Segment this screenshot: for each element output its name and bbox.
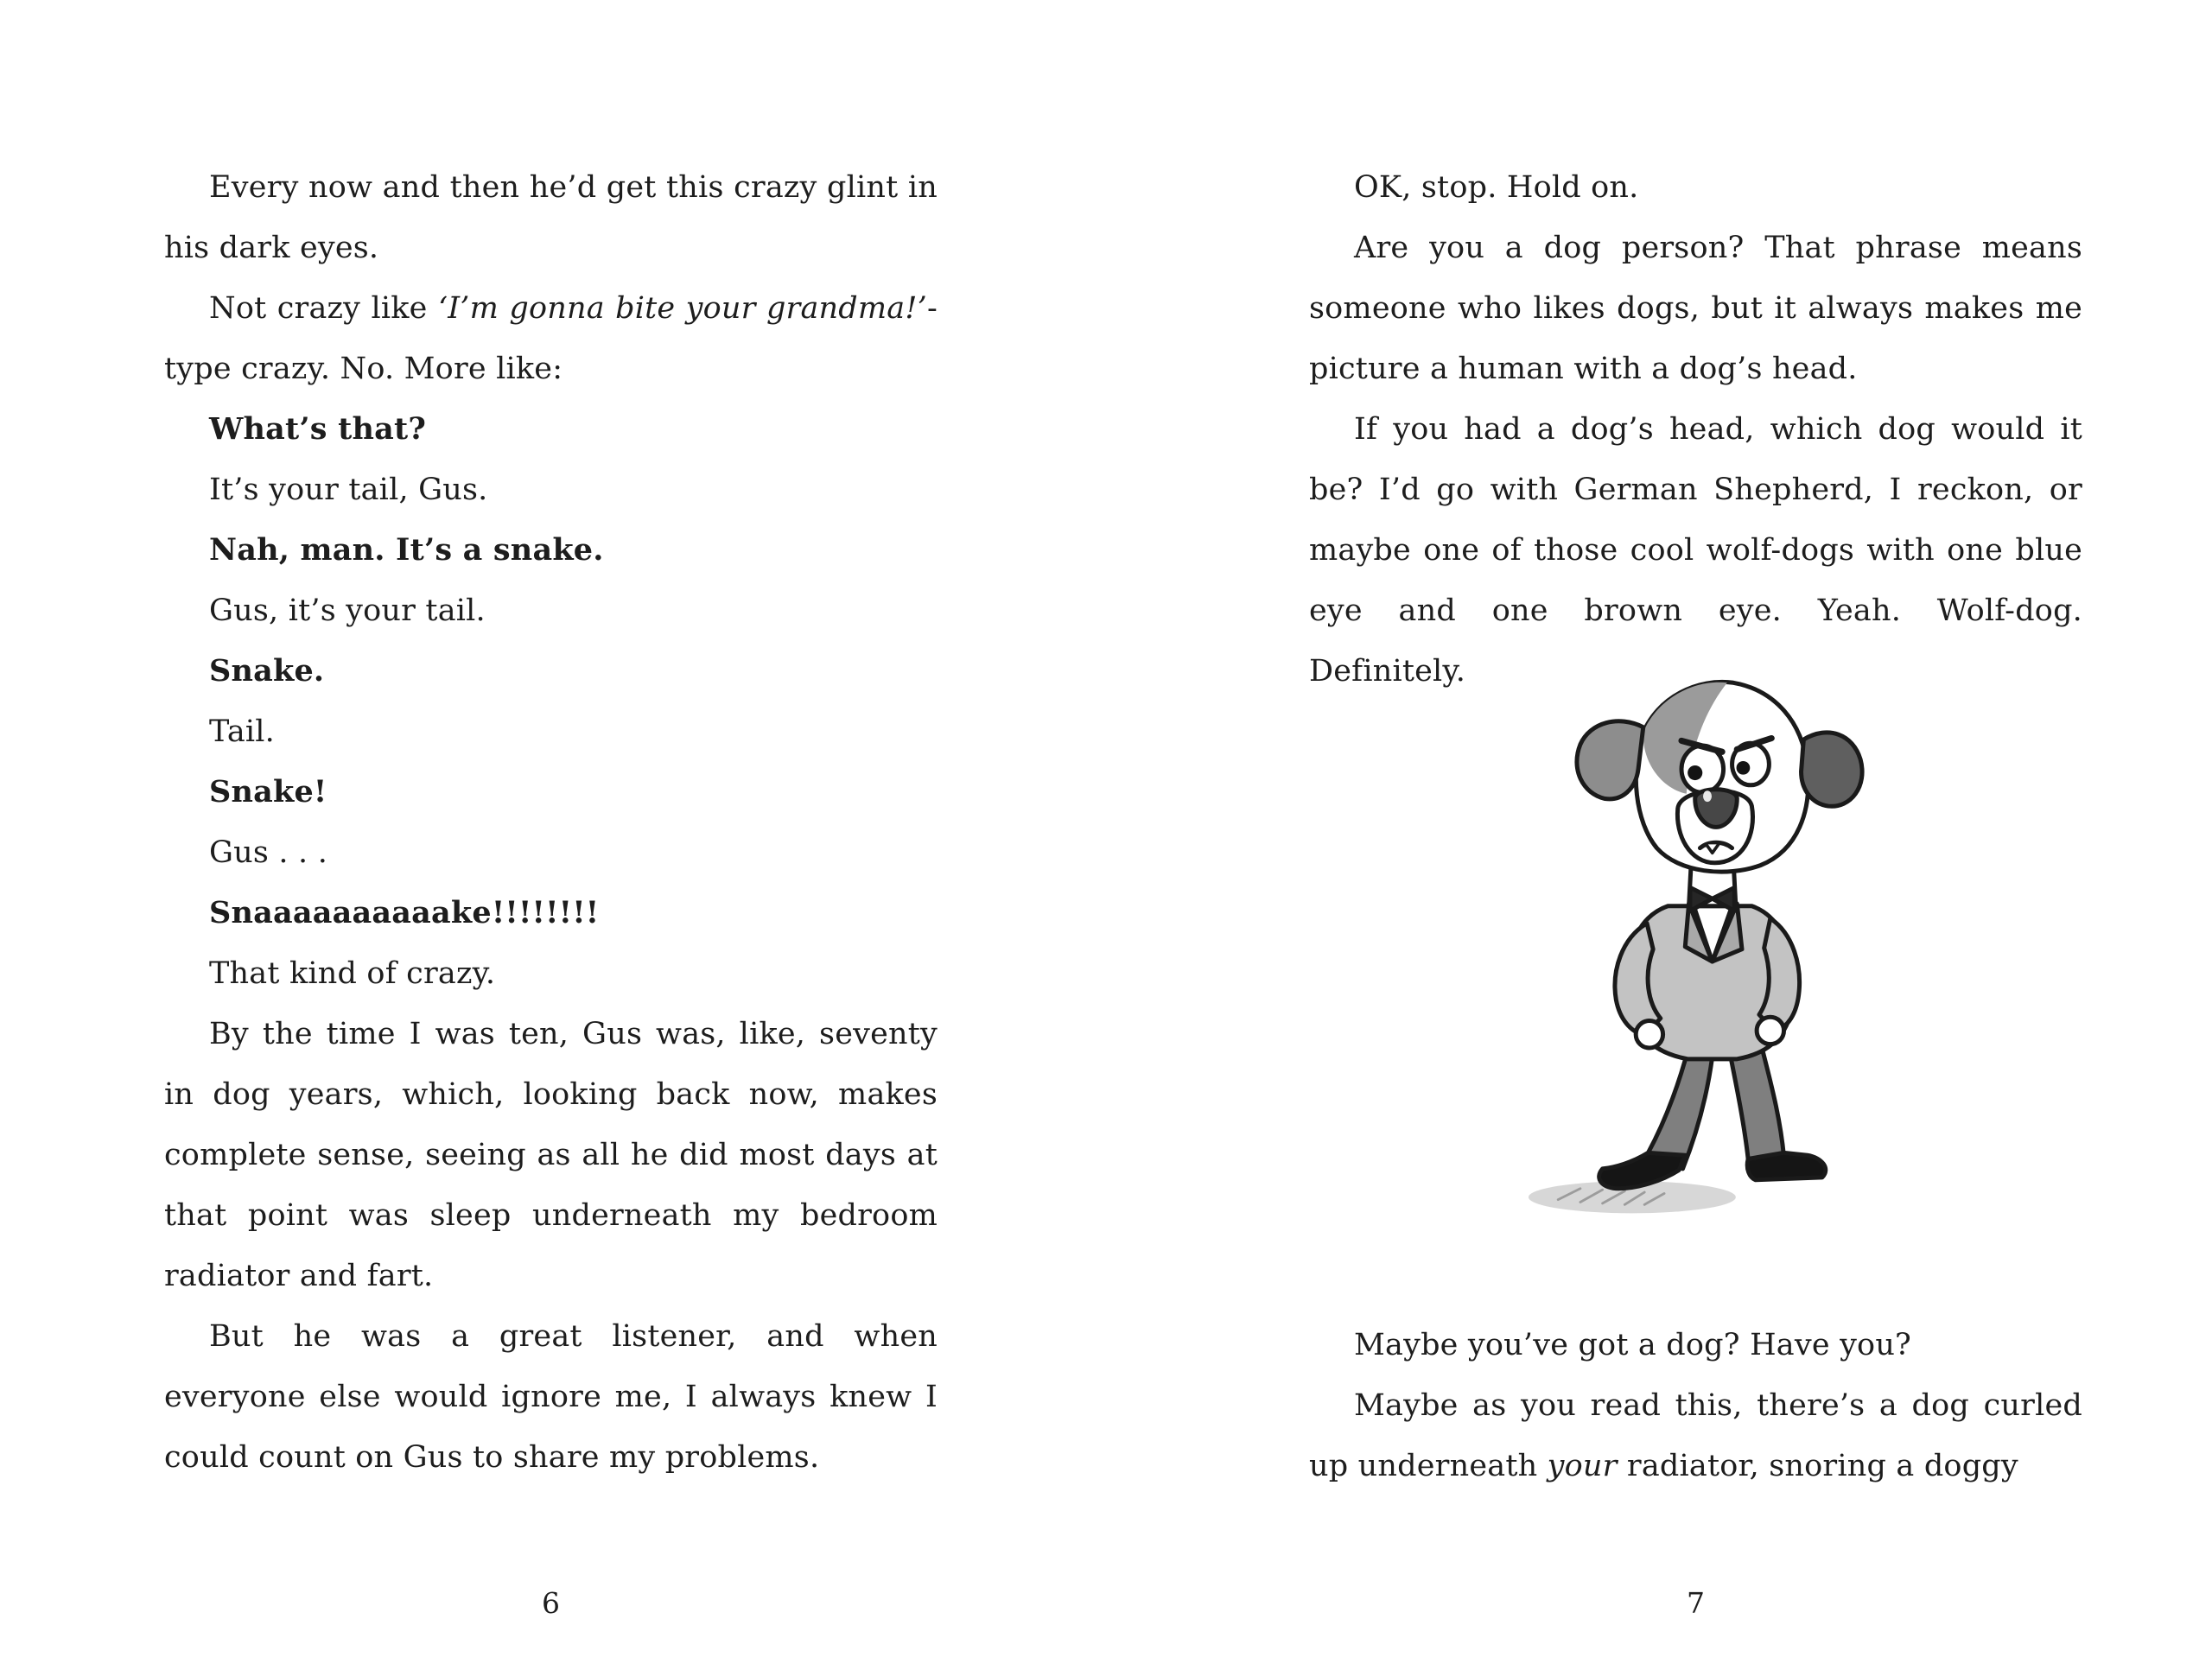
paragraph [1309,218,2082,399]
paragraph [164,1004,938,1306]
text-run: Every now and then he’d get this crazy glint in his dark eyes. [164,170,938,265]
text-run: Tail. [209,714,276,749]
text-run: Maybe as you read this, there’s a dog curled up underneath [1309,1388,2082,1483]
text-run: radiator, snoring a doggy [1617,1449,2018,1483]
text-run: Snake. [209,653,325,689]
page-left-text [164,157,938,1488]
text-run: Snake! [209,774,327,809]
paragraph [1309,1375,2082,1496]
text-run: But he was a great listener, and when everyone else would ignore me, I always knew I could count on Gus to share my problems. [164,1319,938,1475]
text-run: Gus . . . [209,835,328,870]
paragraph [164,943,938,1004]
paragraph [164,641,938,702]
dog-headed-man-illustration [1503,662,1911,1279]
paragraph [1309,399,2082,702]
paragraph [164,883,938,943]
page-right-text-top [1309,157,2082,702]
paragraph [164,762,938,822]
text-run: If you had a dog’s head, which dog would it be? I’d go with German Shepherd, I reckon, or maybe one of those cool wolf-dogs with one blue eye and one brown eye. Yeah. Wolf-dog. Definitely. [1309,412,2082,689]
paragraph [164,1306,938,1488]
dog-man-figure [1577,682,1862,1188]
text-run: Snaaaaaaaaaake!!!!!!!! [209,895,600,930]
paragraph [1309,157,2082,218]
page-right-text-bottom [1309,1315,2082,1496]
paragraph [164,460,938,520]
page-number-right: 7 [1687,1586,1705,1620]
paragraph [164,399,938,460]
paragraph [164,157,938,278]
text-run: Nah, man. It’s a snake. [209,532,604,568]
paragraph [164,581,938,641]
text-run: What’s that? [209,411,427,447]
text-run: By the time I was ten, Gus was, like, seventy in dog years, which, looking back now, makes complete sense, seeing as all he did most days at that point was sleep underneath my bedroom radiator and fart. [164,1017,938,1293]
text-run: ‘I’m gonna bite your grandma!’ [437,291,927,326]
page-number-left: 6 [542,1586,560,1620]
text-run: Gus, it’s your tail. [209,594,486,628]
text-run: Not crazy like [209,291,438,326]
text-run: your [1547,1449,1618,1483]
paragraph [164,278,938,399]
text-run: Maybe you’ve got a dog? Have you? [1354,1328,1912,1362]
text-run: It’s your tail, Gus. [209,473,488,507]
paragraph [1309,1315,2082,1375]
text-run: That kind of crazy. [209,956,496,991]
text-run: Are you a dog person? That phrase means someone who likes dogs, but it always makes me picture a human with a dog’s head. [1309,231,2082,386]
paragraph [164,520,938,581]
paragraph [164,822,938,883]
text-run: -type crazy. No. More like: [164,291,938,386]
paragraph [164,702,938,762]
text-run: OK, stop. Hold on. [1354,170,1639,205]
dog-man-drawing [1503,662,1911,1279]
